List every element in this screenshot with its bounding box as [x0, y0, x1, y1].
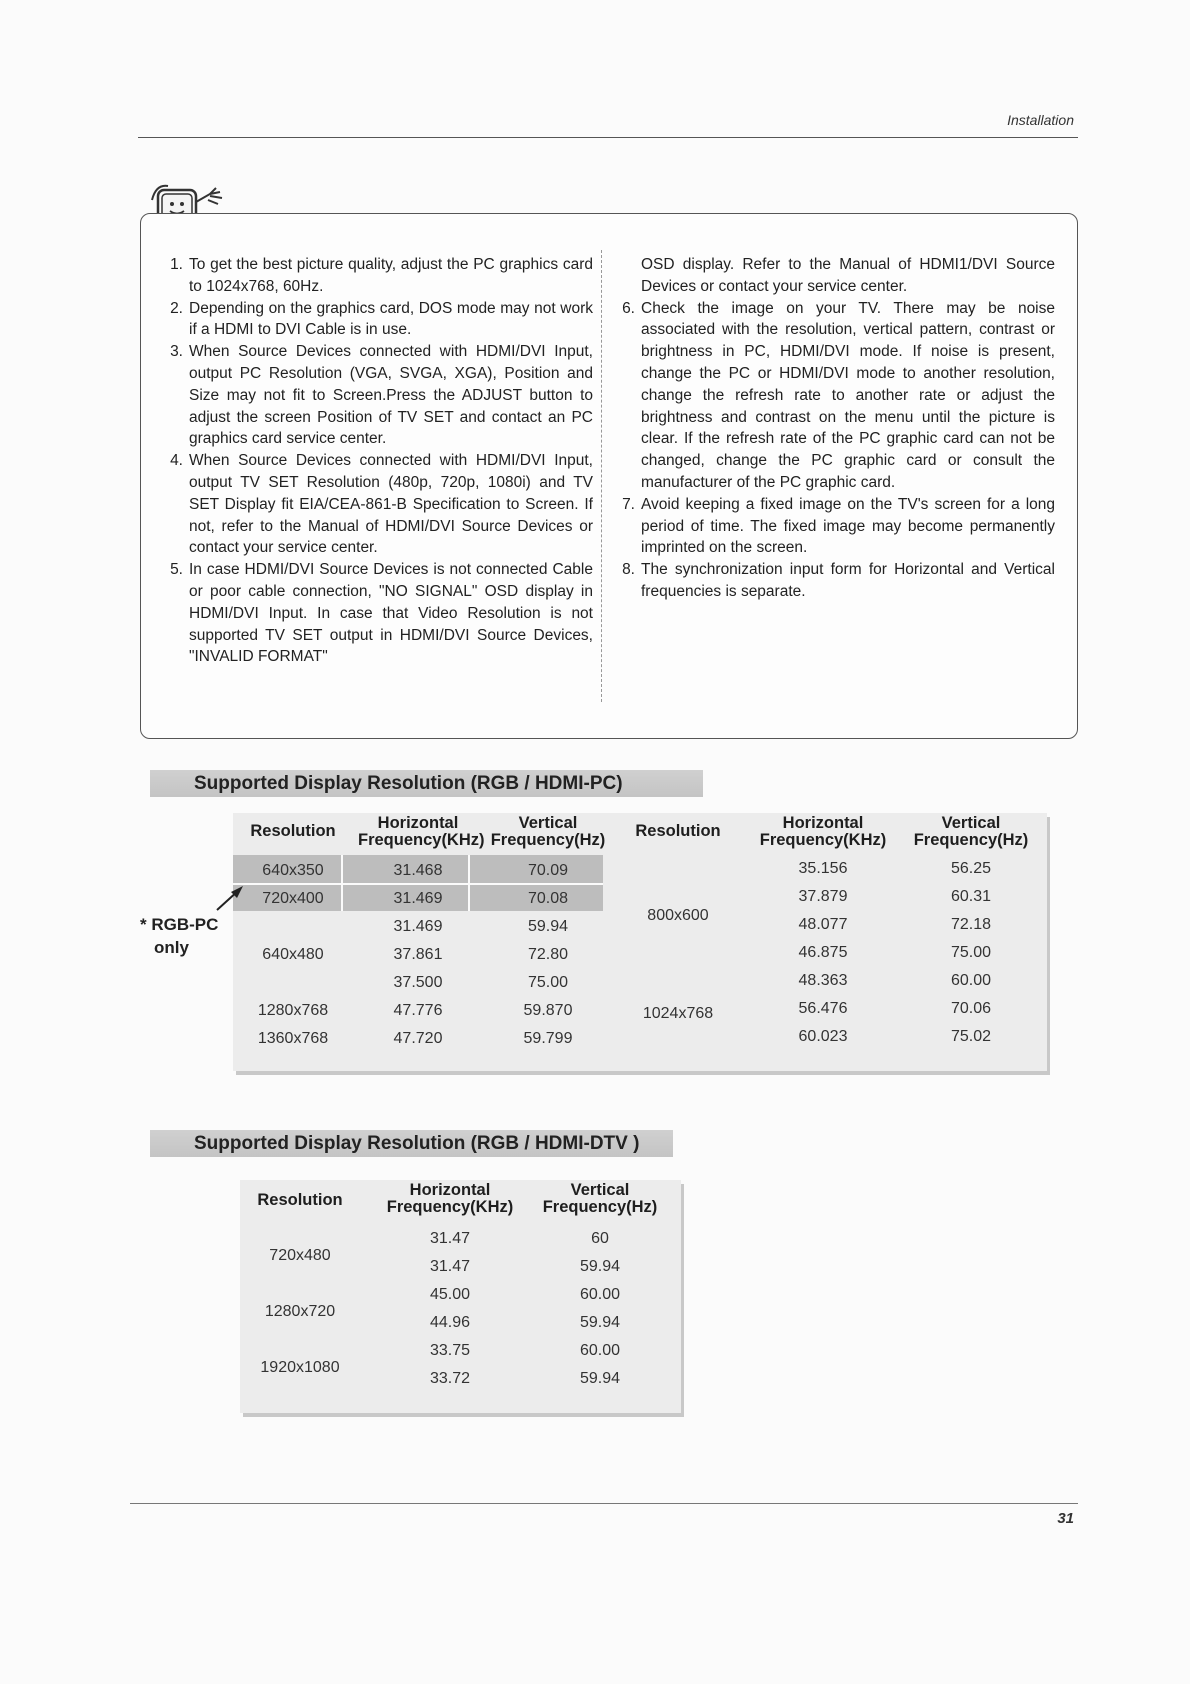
vertical-frequency-cell: 60.31 [950, 888, 992, 905]
column-header [530, 1182, 670, 1216]
column-separator [601, 250, 602, 702]
column-header [233, 823, 353, 840]
vertical-frequency-cell: 59.94 [527, 918, 569, 935]
notes-right-column [613, 254, 1055, 603]
horizontal-frequency-cell: 48.077 [798, 916, 848, 933]
note-item [161, 559, 593, 668]
vertical-frequency-cell: 60 [591, 1230, 609, 1247]
header-divider [138, 137, 1078, 138]
column-header [375, 1182, 525, 1216]
vertical-frequency-cell: 60.00 [950, 972, 992, 989]
vertical-frequency-cell: 70.09 [527, 862, 569, 879]
notes-left-column [161, 254, 593, 668]
note-item [161, 254, 593, 298]
highlight-divider [233, 883, 603, 885]
column-header [240, 1192, 360, 1209]
header-line: Frequency(KHz) [358, 831, 485, 849]
header-line: Resolution [250, 822, 336, 840]
vertical-frequency-cell: 59.94 [579, 1258, 621, 1275]
note-item [161, 298, 593, 342]
column-header [901, 815, 1041, 849]
vertical-frequency-cell: 70.08 [527, 890, 569, 907]
horizontal-frequency-cell: 37.500 [393, 974, 443, 991]
pc-table-title: Supported Display Resolution (RGB / HDMI-PC) [150, 770, 703, 797]
note-item [161, 450, 593, 559]
header-line: Resolution [257, 1191, 343, 1209]
horizontal-frequency-cell: 35.156 [798, 860, 848, 877]
horizontal-frequency-cell: 33.75 [429, 1342, 471, 1359]
vertical-frequency-cell: 75.00 [950, 944, 992, 961]
horizontal-frequency-cell: 46.875 [798, 944, 848, 961]
column-header [483, 815, 613, 849]
horizontal-frequency-cell: 31.47 [429, 1230, 471, 1247]
note-number: 2. [170, 299, 183, 317]
footer-divider [130, 1503, 1078, 1504]
vertical-frequency-cell: 59.870 [523, 1002, 573, 1019]
resolution-cell: 720x400 [262, 890, 324, 907]
horizontal-frequency-cell: 37.861 [393, 946, 443, 963]
resolution-cell: 1280x768 [257, 1002, 329, 1019]
note-number: 5. [170, 561, 183, 579]
header-line: Frequency(KHz) [759, 831, 887, 849]
vertical-frequency-cell: 60.00 [579, 1286, 621, 1303]
vertical-frequency-cell: 75.02 [950, 1028, 992, 1045]
column-header [753, 815, 893, 849]
rgb-pc-arrow-icon [215, 884, 245, 912]
header-line: Frequency(KHz) [386, 1198, 514, 1216]
resolution-group-cell: 720x480 [269, 1246, 331, 1264]
header-line: Horizontal [377, 814, 459, 832]
vertical-frequency-cell: 59.94 [579, 1370, 621, 1387]
notes-box [140, 213, 1078, 739]
note-item [613, 559, 1055, 603]
header-line: Horizontal [782, 814, 864, 832]
horizontal-frequency-cell: 31.47 [429, 1258, 471, 1275]
resolution-group-cell: 1920x1080 [260, 1358, 340, 1376]
header-line: Vertical [570, 1181, 630, 1199]
header-line: Frequency(Hz) [490, 831, 606, 849]
header-line: Frequency(Hz) [542, 1198, 658, 1216]
note-text: When Source Devices connected with HDMI/DVI Input, output TV SET Resolution (480p, 720p, 1080i) and TV SET Display fit EIA/CEA-861-B Specification to Screen. If not, refer to the Manual of HDMI/DVI Source Devices or contact your service center. [189, 452, 593, 557]
horizontal-frequency-cell: 45.00 [429, 1286, 471, 1303]
note-text: Avoid keeping a fixed image on the TV's screen for a long period of time. The fixed image may become permanently imprinted on the screen. [641, 495, 1055, 557]
horizontal-frequency-cell: 44.96 [429, 1314, 471, 1331]
vertical-frequency-cell: 59.799 [523, 1030, 573, 1047]
rgb-pc-only-note [140, 913, 218, 959]
header-line: Vertical [941, 814, 1001, 832]
note-number: 3. [170, 343, 183, 361]
horizontal-frequency-cell: 48.363 [798, 972, 848, 989]
note-number: 4. [170, 452, 183, 470]
note-text: When Source Devices connected with HDMI/DVI Input, output PC Resolution (VGA, SVGA, XGA), Position and Size may not fit to Screen.Press the ADJUST button to adjust the screen Position of TV SET and contact an PC graphics card service center. [189, 343, 593, 448]
column-header [358, 814, 485, 849]
note-number: 6. [622, 299, 635, 317]
note-text: The synchronization input form for Horizontal and Vertical frequencies is separate. [641, 561, 1055, 600]
horizontal-frequency-cell: 47.720 [393, 1030, 443, 1047]
vertical-frequency-cell: 72.18 [950, 916, 992, 933]
resolution-group-cell: 1280x720 [264, 1302, 336, 1320]
header-line: Vertical [518, 814, 578, 832]
header-line: Horizontal [409, 1181, 491, 1199]
horizontal-frequency-cell: 31.468 [393, 862, 443, 879]
note-item [613, 494, 1055, 559]
resolution-cell: 1360x768 [257, 1030, 329, 1047]
vertical-frequency-cell: 56.25 [950, 860, 992, 877]
resolution-group-cell: 1024x768 [642, 1004, 714, 1022]
vertical-frequency-cell: 70.06 [950, 1000, 992, 1017]
resolution-cell: 640x480 [262, 946, 324, 963]
note-item [161, 341, 593, 450]
rgb-note-line-1: * RGB-PC [140, 915, 219, 934]
note-number: 1. [170, 256, 183, 273]
note-number: 8. [622, 561, 635, 579]
note-continuation: OSD display. Refer to the Manual of HDMI1/DVI Source Devices or contact your service center. [641, 256, 1055, 295]
horizontal-frequency-cell: 37.879 [798, 888, 848, 905]
resolution-cell: 640x350 [262, 862, 324, 879]
rgb-note-line-2: only [154, 938, 189, 957]
dtv-table-title: Supported Display Resolution (RGB / HDMI-DTV ) [150, 1130, 673, 1157]
resolution-group-cell: 800x600 [647, 906, 709, 924]
header-line: Resolution [635, 822, 721, 840]
note-text: Depending on the graphics card, DOS mode may not work if a HDMI to DVI Cable is in use. [189, 299, 593, 339]
horizontal-frequency-cell: 60.023 [798, 1028, 848, 1045]
header-section-label: Installation [1007, 112, 1074, 128]
horizontal-frequency-cell: 33.72 [429, 1370, 471, 1387]
note-text: Check the image on your TV. There may be noise associated with the resolution, vertical pattern, contrast or brightness in PC, HDMI/DVI mode. If noise is present, change the PC or HDMI/DVI mode to another resolution, change the refresh rate to another rate or adjust the brightness and contrast on the menu until the picture is clear. If the refresh rate of the PC graphic card can not be changed, change the PC graphic card or consult the manufacturer of the PC graphic card. [641, 299, 1055, 491]
horizontal-frequency-cell: 31.469 [393, 918, 443, 935]
vertical-frequency-cell: 60.00 [579, 1342, 621, 1359]
horizontal-frequency-cell: 47.776 [393, 1002, 443, 1019]
pc-resolution-table [233, 813, 1047, 1071]
vertical-frequency-cell: 75.00 [527, 974, 569, 991]
note-item [613, 298, 1055, 494]
horizontal-frequency-cell: 31.469 [393, 890, 443, 907]
vertical-frequency-cell: 59.94 [579, 1314, 621, 1331]
note-text: To get the best picture quality, adjust the PC graphics card to 1024x768, 60Hz. [189, 256, 593, 295]
note-text: In case HDMI/DVI Source Devices is not connected Cable or poor cable connection, "NO SIGNAL" OSD display in HDMI/DVI Input. In case that Video Resolution is not supported TV SET output in HDMI/DVI Source Devices, "INVALID FORMAT" [189, 561, 593, 666]
dtv-resolution-table [240, 1180, 681, 1413]
column-header [613, 823, 743, 840]
page-number: 31 [1057, 1510, 1074, 1527]
header-line: Frequency(Hz) [913, 831, 1029, 849]
horizontal-frequency-cell: 56.476 [798, 1000, 848, 1017]
note-number: 7. [622, 495, 635, 513]
vertical-frequency-cell: 72.80 [527, 946, 569, 963]
